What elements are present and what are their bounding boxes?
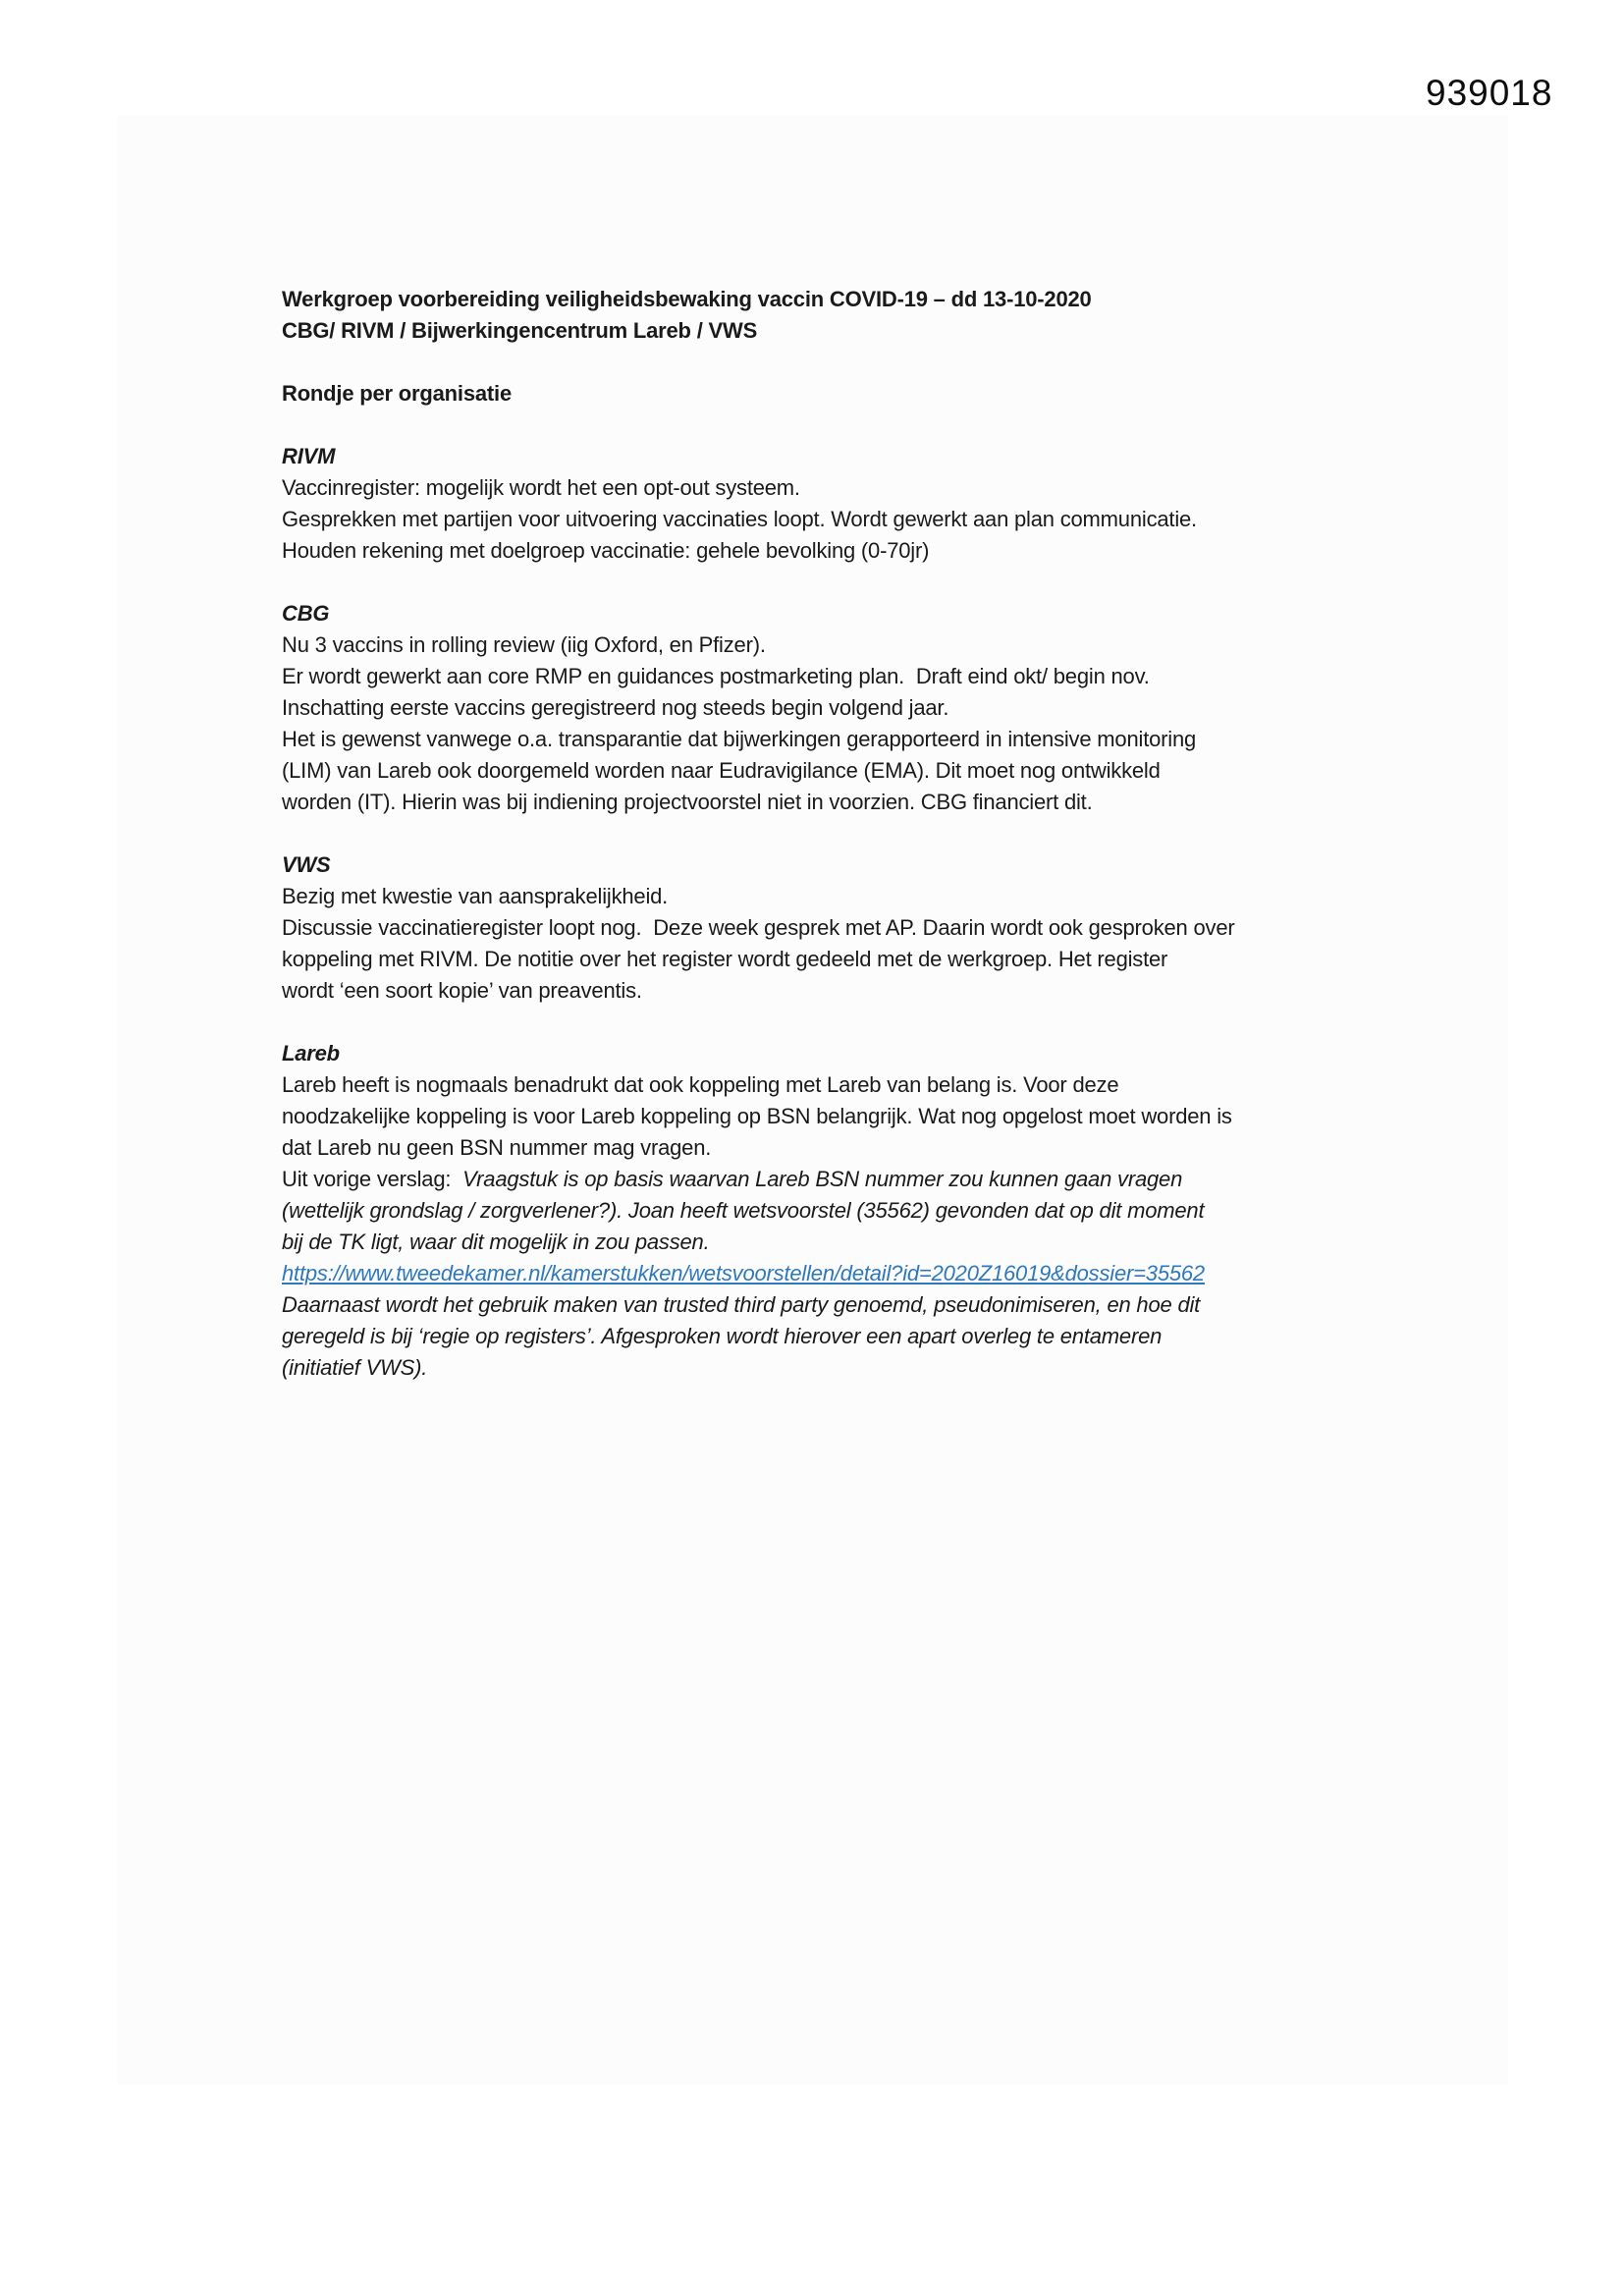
body-line: dat Lareb nu geen BSN nummer mag vragen. bbox=[282, 1135, 712, 1160]
body-line: (LIM) van Lareb ook doorgemeld worden naar Eudravigilance (EMA). Dit moet nog ontwikkeld bbox=[282, 758, 1161, 783]
body-line-italic: (wettelijk grondslag / zorgverlener?). Joan heeft wetsvoorstel (35562) gevonden dat op dit moment bbox=[282, 1198, 1205, 1223]
prev-report-line bbox=[282, 1164, 1391, 1195]
document-title-line-2: CBG/ RIVM / Bijwerkingencentrum Lareb / VWS bbox=[282, 318, 758, 343]
tweedekamer-hyperlink[interactable]: https://www.tweedekamer.nl/kamerstukken/wetsvoorstellen/detail?id=2020Z16019&dossier=35562 bbox=[282, 1261, 1205, 1285]
body-line-italic: (initiatief VWS). bbox=[282, 1355, 428, 1380]
section-heading-cbg: CBG bbox=[282, 601, 330, 626]
prev-report-label: Uit vorige verslag: bbox=[282, 1167, 463, 1191]
body-line: koppeling met RIVM. De notitie over het register wordt gedeeld met de werkgroep. Het register bbox=[282, 947, 1168, 971]
body-line: Lareb heeft is nogmaals benadrukt dat ook koppeling met Lareb van belang is. Voor deze bbox=[282, 1072, 1119, 1097]
body-line: wordt ‘een soort kopie’ van preaventis. bbox=[282, 978, 642, 1003]
body-line: noodzakelijke koppeling is voor Lareb koppeling op BSN belangrijk. Wat nog opgelost moet worden is bbox=[282, 1104, 1232, 1128]
body-line: Inschatting eerste vaccins geregistreerd nog steeds begin volgend jaar. bbox=[282, 695, 949, 720]
section-heading-lareb: Lareb bbox=[282, 1041, 340, 1066]
body-line: worden (IT). Hierin was bij indiening projectvoorstel niet in voorzien. CBG financiert dit. bbox=[282, 790, 1093, 814]
body-line: Nu 3 vaccins in rolling review (iig Oxford, en Pfizer). bbox=[282, 632, 766, 657]
section-lareb bbox=[282, 1038, 1391, 1384]
section-cbg bbox=[282, 598, 1391, 818]
section-vws bbox=[282, 849, 1391, 1007]
subheading-block bbox=[282, 378, 1391, 410]
body-line-italic: geregeld is bij ‘regie op registers’. Afgesproken wordt hierover een apart overleg te entameren bbox=[282, 1324, 1163, 1348]
body-line: Er wordt gewerkt aan core RMP en guidances postmarketing plan. Draft eind okt/ begin nov. bbox=[282, 664, 1150, 688]
link-line bbox=[282, 1258, 1391, 1289]
prev-report-quote: Vraagstuk is op basis waarvan Lareb BSN nummer zou kunnen gaan vragen bbox=[462, 1167, 1183, 1191]
document-title-line-1: Werkgroep voorbereiding veiligheidsbewaking vaccin COVID-19 – dd 13-10-2020 bbox=[282, 287, 1092, 311]
body-line-italic: Daarnaast wordt het gebruik maken van trusted third party genoemd, pseudonimiseren, en hoe dit bbox=[282, 1292, 1201, 1317]
section-heading-rivm: RIVM bbox=[282, 444, 336, 468]
subheading: Rondje per organisatie bbox=[282, 381, 512, 406]
document-number: 939018 bbox=[1426, 73, 1553, 113]
scanned-page-background bbox=[117, 115, 1508, 2085]
document-content bbox=[282, 284, 1391, 1384]
section-heading-vws: VWS bbox=[282, 852, 331, 877]
section-rivm bbox=[282, 441, 1391, 567]
body-line: Vaccinregister: mogelijk wordt het een opt-out systeem. bbox=[282, 475, 800, 500]
body-line-italic: bij de TK ligt, waar dit mogelijk in zou passen. bbox=[282, 1230, 710, 1254]
body-line: Bezig met kwestie van aansprakelijkheid. bbox=[282, 884, 669, 908]
body-line: Houden rekening met doelgroep vaccinatie: gehele bevolking (0-70jr) bbox=[282, 538, 930, 563]
body-line: Gesprekken met partijen voor uitvoering vaccinaties loopt. Wordt gewerkt aan plan communicatie. bbox=[282, 507, 1197, 531]
body-line: Discussie vaccinatieregister loopt nog. Deze week gesprek met AP. Daarin wordt ook gesproken over bbox=[282, 915, 1235, 940]
body-line: Het is gewenst vanwege o.a. transparantie dat bijwerkingen gerapporteerd in intensive monitoring bbox=[282, 727, 1197, 751]
title-block bbox=[282, 284, 1391, 347]
